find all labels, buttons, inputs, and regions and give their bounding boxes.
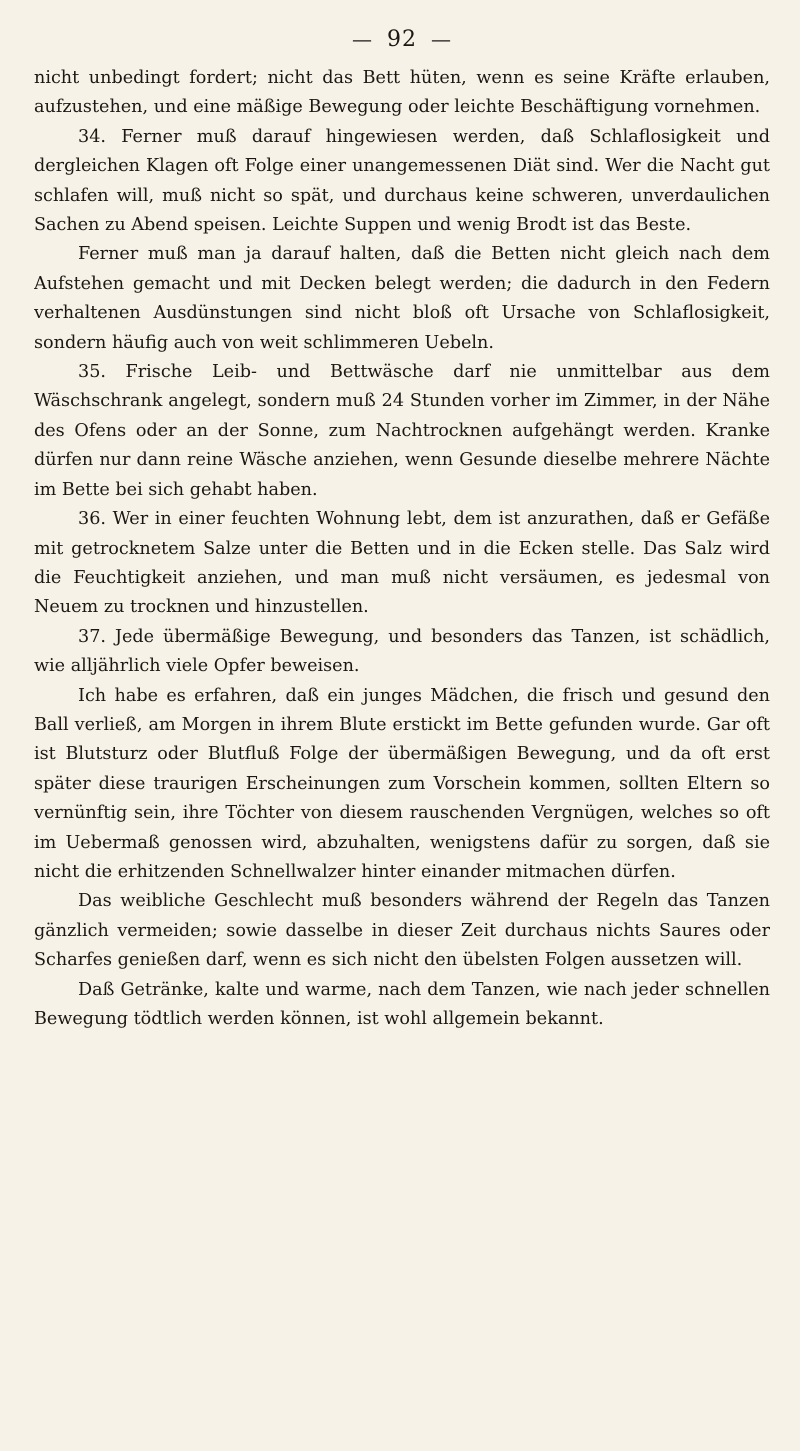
book-page bbox=[34, 14, 770, 1434]
paragraph: Ich habe es erfahren, daß ein junges Mädchen, die frisch und gesund den Ball verließ, am Morgen in ihrem Blute erstickt im Bette gefunden wurde. Gar oft ist Blutsturz oder Blutfluß Folge der übermäßigen Bewegung, und da oft erst später diese traurigen Erscheinungen zum Vorschein kommen, sollten Eltern so vernünftig sein, ihre Töchter von diesem rauschenden Vergnügen, welches so oft im Uebermaß genossen wird, abzuhalten, wenigstens dafür zu sorgen, daß sie nicht die erhitzenden Schnellwalzer hinter einander mitmachen dürfen. bbox=[34, 685, 770, 882]
paragraph-35: 35. Frische Leib- und Bettwäsche darf nie unmittelbar aus dem Wäschschrank angelegt, sondern muß 24 Stunden vorher im Zimmer, in der Nähe des Ofens oder an der Sonne, zum Nachtrocknen aufgehängt werden. Kranke dürfen nur dann reine Wäsche anziehen, wenn Gesunde dieselbe mehrere Nächte im Bette bei sich gehabt haben. bbox=[34, 362, 770, 500]
paragraph-36: 36. Wer in einer feuchten Wohnung lebt, dem ist anzurathen, daß er Gefäße mit getrocknetem Salze unter die Betten und in die Ecken stelle. Das Salz wird die Feuchtigkeit anziehen, und man muß nicht versäumen, es jedesmal von Neuem zu trocknen und hinzustellen. bbox=[34, 509, 770, 618]
page-header bbox=[34, 14, 770, 64]
header-dash-left: — bbox=[352, 27, 373, 51]
paragraph: nicht unbedingt fordert; nicht das Bett hüten, wenn es seine Kräfte erlauben, aufzustehen, und eine mäßige Bewegung oder leichte Beschäftigung vornehmen. bbox=[34, 68, 770, 118]
paragraph: Ferner muß man ja darauf halten, daß die Betten nicht gleich nach dem Aufstehen gemacht und mit Decken belegt werden; die dadurch in den Federn verhaltenen Ausdünstungen sind nicht bloß oft Ursache von Schlaflosigkeit, sondern häufig auch von weit schlimmeren Uebeln. bbox=[34, 244, 770, 353]
paragraph: Daß Getränke, kalte und warme, nach dem Tanzen, wie nach jeder schnellen Bewegung tödtlich werden können, ist wohl allgemein bekannt. bbox=[34, 979, 770, 1029]
page-body bbox=[34, 64, 770, 1034]
page-number: 92 bbox=[387, 26, 417, 52]
header-dash-right: — bbox=[431, 27, 452, 51]
paragraph-34: 34. Ferner muß darauf hingewiesen werden, daß Schlaflosigkeit und dergleichen Klagen oft Folge einer unangemessenen Diät sind. Wer die Nacht gut schlafen will, muß nicht so spät, und durchaus keine schweren, unverdaulichen Sachen zu Abend speisen. Leichte Suppen und wenig Brodt ist das Beste. bbox=[34, 126, 770, 236]
paragraph: Das weibliche Geschlecht muß besonders während der Regeln das Tanzen gänzlich vermeiden; sowie dasselbe in dieser Zeit durchaus nichts Saures oder Scharfes genießen darf, wenn es sich nicht den übelsten Folgen aussetzen will. bbox=[34, 891, 770, 971]
paragraph-37: 37. Jede übermäßige Bewegung, und besonders das Tanzen, ist schädlich, wie alljährlich viele Opfer beweisen. bbox=[34, 626, 770, 677]
